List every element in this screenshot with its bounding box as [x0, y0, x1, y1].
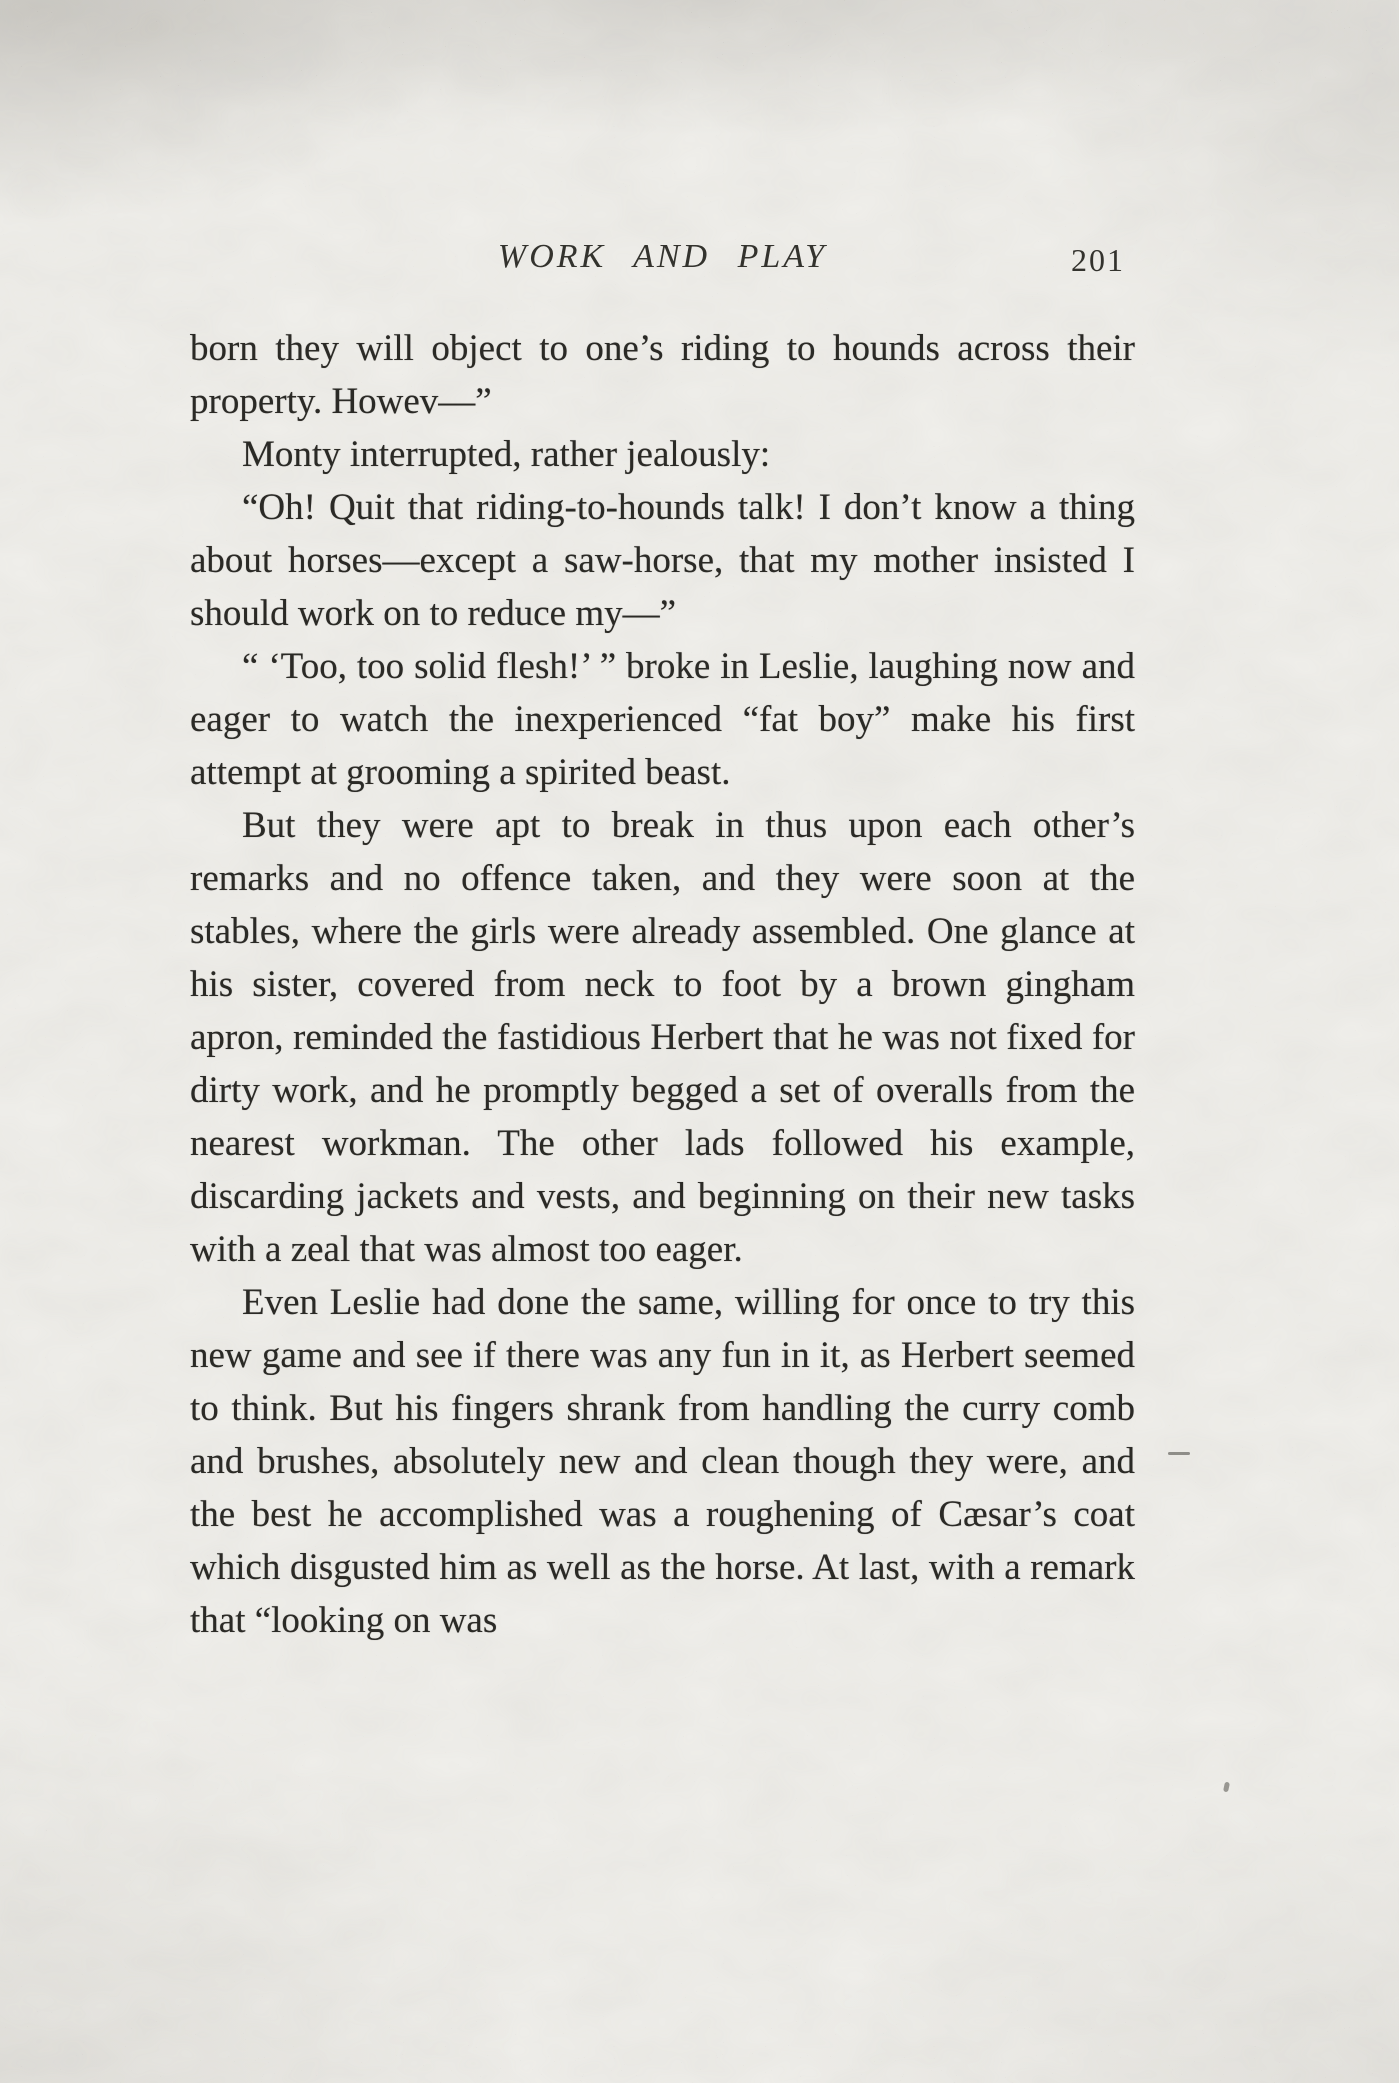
paragraph: Even Leslie had done the same, willing for once to try this new game and see if there was any fun in it, as Herbert seemed to think. But his fingers shrank from handling the curry comb and brushes, absolutely new and clean though they were, and the best he accomplished was a roughening of Cæsar’s coat which disgusted him as well as the horse. At last, with a remark that “looking on was	[190, 1282, 1135, 1641]
running-header-title: WORK AND PLAY	[497, 238, 828, 275]
paragraph: “ ‘Too, too solid flesh!’ ” broke in Leslie, laughing now and eager to watch the inexperienced “fat boy” make his first attempt at grooming a spirited beast.	[190, 646, 1135, 793]
scan-artifact-speck	[1223, 1782, 1230, 1793]
page-body	[190, 322, 1135, 1647]
running-head	[190, 238, 1135, 284]
paragraph: But they were apt to break in thus upon each other’s remarks and no offence taken, and they were soon at the stables, where the girls were already assembled. One glance at his sister, covered from neck to foot by a brown gingham apron, reminded the fastidious Herbert that he was not fixed for dirty work, and he promptly begged a set of overalls from the nearest workman. The other lads followed his example, discarding jackets and vests, and beginning on their new tasks with a zeal that was almost too eager.	[190, 805, 1135, 1270]
paragraph: “Oh! Quit that riding-to-hounds talk! I don’t know a thing about horses—except a saw-horse, that my mother insisted I should work on to reduce my—”	[190, 487, 1135, 634]
scan-artifact-dash	[1168, 1452, 1190, 1455]
paragraph: Monty interrupted, rather jealously:	[242, 434, 771, 475]
page-number: 201	[1071, 242, 1125, 278]
paragraph: born they will object to one’s riding to hounds across their property. Howev—”	[190, 328, 1135, 422]
